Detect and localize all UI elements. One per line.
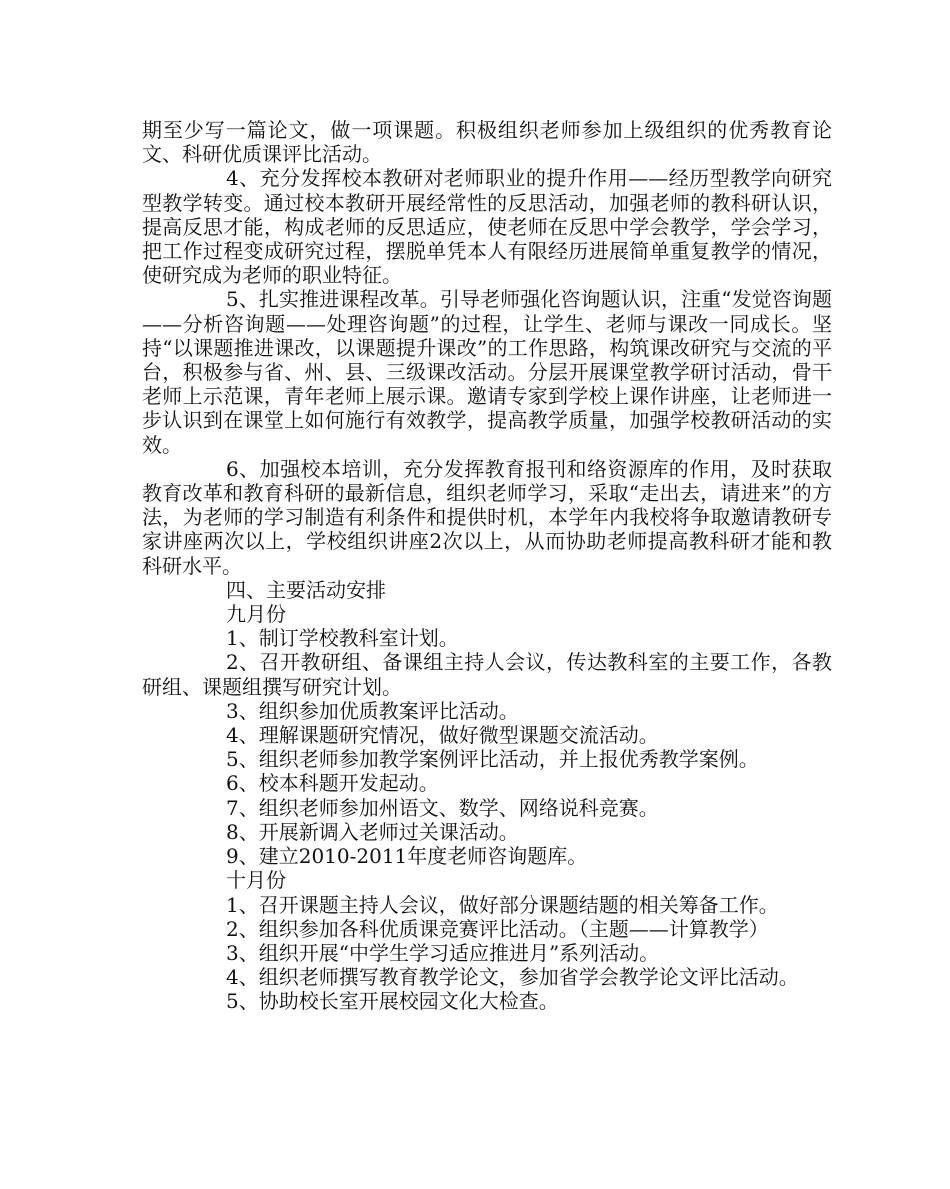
month-heading-october: 十月份 [226,868,286,893]
october-item: 1、召开课题主持人会议，做好部分课题结题的相关筹备工作。 [226,892,779,917]
september-item: 4、理解课题研究情况，做好微型课题交流活动。 [226,723,659,748]
document-body [142,118,832,1014]
october-item: 3、组织开展“中学生学习适应推进月”系列活动。 [226,940,660,965]
paragraph-item-4: 4、充分发挥校本教研对老师职业的提升作用——经历型教学向研究型教学转变。通过校本教研开展经常性的反思活动，加强老师的教科研认识，提高反思才能，构成老师的反思适应，使老师在反思中学会教学，学会学习，把工作过程变成研究过程，摆脱单凭本人有限经历进展简单重复教学的情况，使研究成为老师的职业特征。 [142,166,832,288]
september-item: 5、组织老师参加教学案例评比活动，并上报优秀教学案例。 [226,747,759,772]
paragraph-item-5: 5、扎实推进课程改革。引导老师强化咨询题认识，注重“发觉咨询题——分析咨询题——处理咨询题”的过程，让学生、老师与课改一同成长。坚持“以课题推进课改，以课题提升课改”的工作思路，构筑课改研究与交流的平台，积极参与省、州、县、三级课改活动。分层开展课堂教学研讨活动，骨干老师上示范课，青年老师上展示课。邀请专家到学校上课作讲座，让老师进一步认识到在课堂上如何施行有效教学，提高教学质量，加强学校教研活动的实效。 [142,287,832,457]
october-item: 2、组织参加各科优质课竞赛评比活动。（主题——计算教学） [226,916,769,941]
september-item: 8、开展新调入老师过关课活动。 [226,819,519,844]
september-item: 6、校本科题开发起动。 [226,771,439,796]
october-item: 4、组织老师撰写教育教学论文，参加省学会教学论文评比活动。 [226,965,799,990]
september-item: 7、组织老师参加州语文、数学、网络说科竞赛。 [226,795,659,820]
month-heading-september: 九月份 [226,602,286,627]
october-item: 5、协助校长室开展校园文化大检查。 [226,989,559,1014]
september-item: 3、组织参加优质教案评比活动。 [226,698,519,723]
section-heading: 四、主要活动安排 [226,577,386,602]
paragraph-continuation: 期至少写一篇论文，做一项课题。积极组织老师参加上级组织的优秀教育论文、科研优质课评比活动。 [142,118,832,167]
paragraph-item-6: 6、加强校本培训，充分发挥教育报刊和络资源库的作用，及时获取教育改革和教育科研的最新信息，组织老师学习，采取“走出去，请进来”的方法，为老师的学习制造有利条件和提供时机，本学年内我校将争取邀请教研专家讲座两次以上，学校组织讲座2次以上，从而协助老师提高教科研才能和教科研水平。 [142,456,832,578]
september-item: 9、建立2010-2011年度老师咨询题库。 [226,844,588,869]
september-item: 1、制订学校教科室计划。 [226,626,459,651]
september-item: 2、召开教研组、备课组主持人会议，传达教科室的主要工作，各教研组、课题组撰写研究计划。 [142,650,832,699]
